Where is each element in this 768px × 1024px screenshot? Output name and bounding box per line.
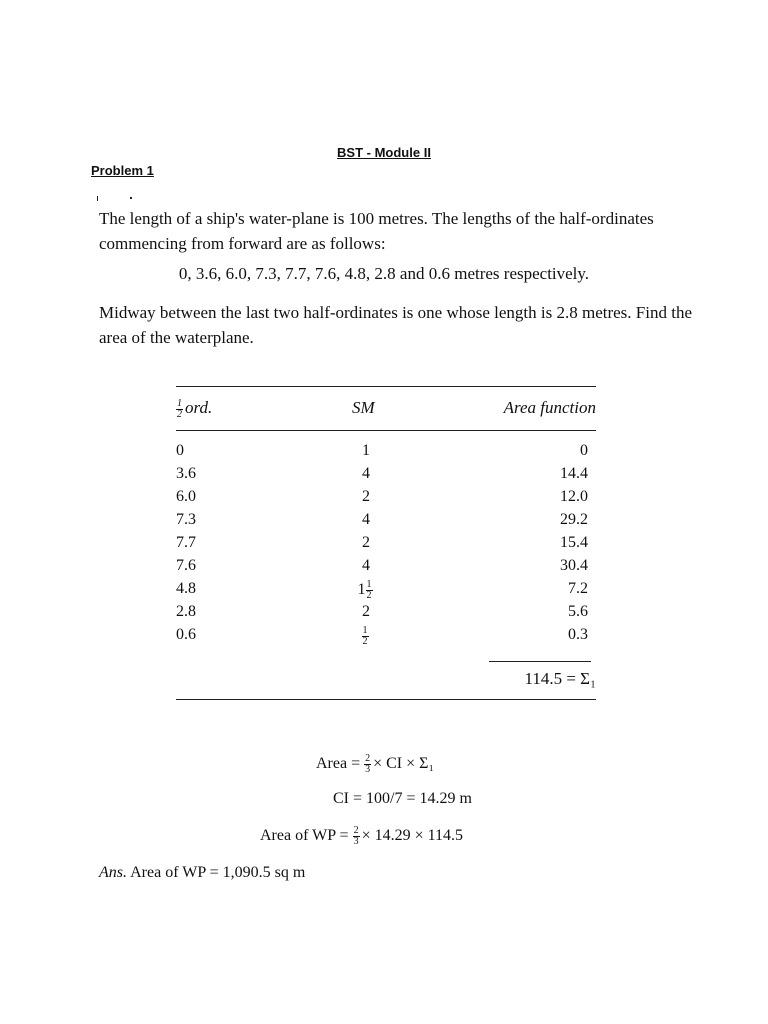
half-ordinate-values: 0, 3.6, 6.0, 7.3, 7.7, 7.6, 4.8, 2.8 and 0.6 metres respectively.	[178, 264, 590, 283]
sm-mixed-fraction: 1 $\frac{1}{2}$	[357, 579, 372, 601]
module-title: BST - Module II	[337, 145, 431, 160]
table-row: 0 1 0	[176, 442, 588, 459]
table-row: 3.6 4 14.4	[176, 465, 588, 482]
table-bottom-rule	[176, 699, 596, 700]
area-formula: Area = $\frac{2}{3}$ × CI × Σ₁	[316, 753, 435, 775]
scan-mark	[97, 196, 98, 201]
table-row: 7.7 2 15.4	[176, 534, 588, 551]
answer-label: Ans.	[99, 864, 127, 881]
answer-text: Area of WP = 1,090.5 sq m	[130, 864, 306, 881]
problem-statement: The length of a ship's water-plane is 100 metres. The lengths of the half-ordinates commencing from forward are as follows:	[99, 209, 654, 253]
table-row: 0.6 $\frac{1}{2}$ 0.3	[176, 625, 588, 647]
answer-line	[99, 864, 305, 882]
problem-question: Midway between the last two half-ordinates is one whose length is 2.8 metres. Find the area of the waterplane.	[99, 303, 692, 347]
header-area-function: Area function	[503, 398, 596, 417]
table-row: 7.6 4 30.4	[176, 557, 588, 574]
table-top-rule	[176, 386, 596, 387]
half-fraction: $\frac{1}{2}$	[177, 397, 182, 420]
ci-formula: CI = 100/7 = 14.29 m	[333, 790, 472, 807]
area-function-sum: 114.5 = Σ₁	[524, 669, 596, 688]
sum-rule	[489, 661, 591, 662]
problem-label: Problem 1	[91, 163, 154, 178]
table-row: 6.0 2 12.0	[176, 488, 588, 505]
header-sm: SM	[352, 398, 375, 417]
header-half-ordinate: $\frac{1}{2}$ ord.	[177, 397, 213, 420]
wp-area-formula: Area of WP = $\frac{2}{3}$ × 14.29 × 114.5	[260, 825, 464, 847]
table-row: 7.3 4 29.2	[176, 511, 588, 528]
table-row: 4.8 1 $\frac{1}{2}$ 7.2	[176, 579, 588, 601]
scan-mark	[130, 197, 132, 199]
table-header-rule	[176, 430, 596, 431]
sm-fraction: $\frac{1}{2}$	[362, 625, 368, 647]
table-row: 2.8 2 5.6	[176, 603, 588, 620]
